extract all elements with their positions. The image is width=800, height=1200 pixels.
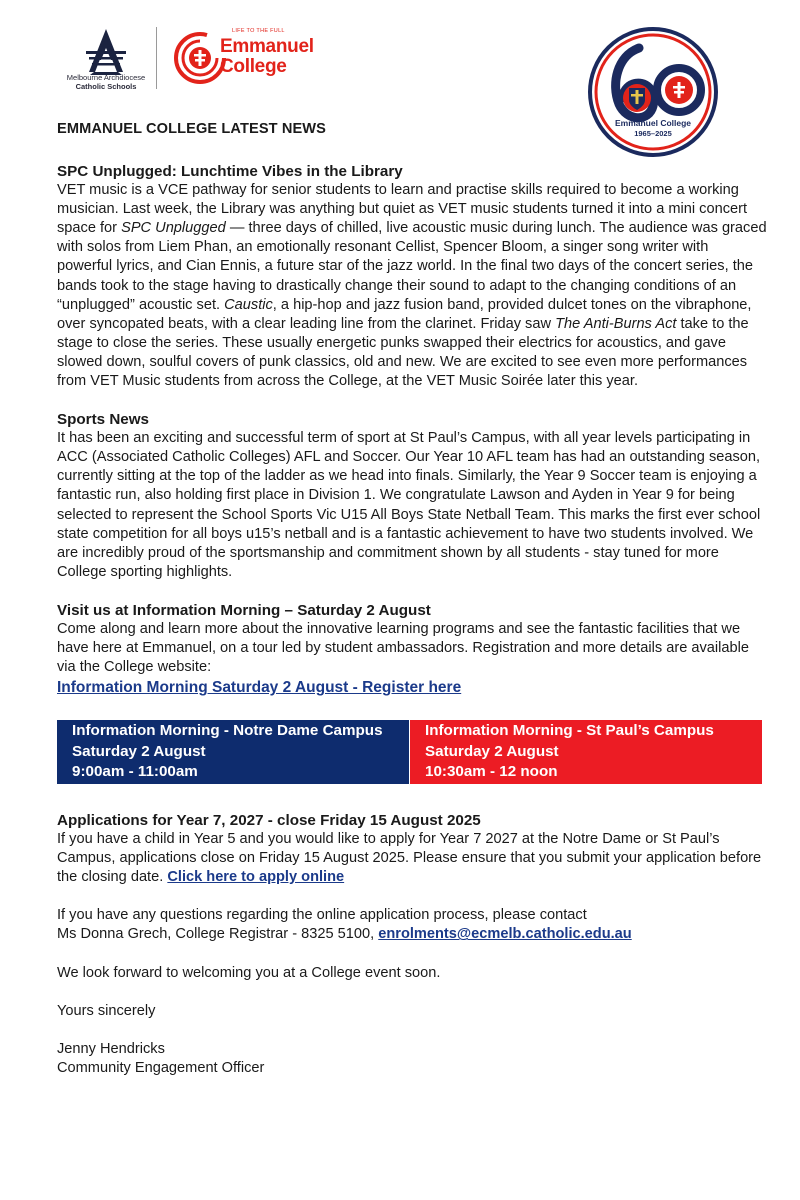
st-pauls-date: Saturday 2 August bbox=[425, 742, 559, 760]
spc-text-3: , a hip-hop and jazz fusion band, provided dulcet tones on the vibraphone, over syncopated beats, with a clear leading line from the clarinet. Friday saw bbox=[57, 296, 752, 332]
closing-signoff: Yours sincerely bbox=[57, 1002, 156, 1019]
notre-dame-campus-cell bbox=[57, 720, 410, 784]
anniversary-badge-name: Emmanuel College bbox=[614, 118, 692, 128]
applications-heading: Applications for Year 7, 2027 - close Friday 15 August 2025 bbox=[57, 812, 481, 830]
spc-text-4: take to the stage to close the series. These usually energetic punks swapped their electrics for acoustics, and gave slowed down, soulful covers of punk classics, old and new. We are excited to see even more performances from VET Music students from across the College, at the VET Music Soirée later this year. bbox=[57, 315, 749, 390]
macs-line-1: Melbourne Archdiocese bbox=[66, 73, 146, 82]
questions-line-1: If you have any questions regarding the online application process, please contact bbox=[57, 907, 587, 924]
campus-schedule-table bbox=[57, 720, 762, 784]
enrolments-email-link[interactable]: enrolments@ecmelb.catholic.edu.au bbox=[378, 926, 632, 943]
college-tagline: LIFE TO THE FULL bbox=[232, 28, 285, 34]
spc-text-1: VET music is a VCE pathway for senior students to learn and practise skills required to become a working musician. Last week, the Library was anything but quiet as VET music students turned it into a mini concert space for bbox=[57, 182, 748, 237]
macs-line-2: Catholic Schools bbox=[75, 82, 137, 91]
notre-dame-title: Information Morning - Notre Dame Campus bbox=[72, 722, 383, 740]
spc-unplugged-section bbox=[57, 162, 767, 391]
college-name-line-1: Emmanuel bbox=[220, 36, 314, 57]
spc-italic-title: SPC Unplugged bbox=[121, 220, 226, 237]
page-title: EMMANUEL COLLEGE LATEST NEWS bbox=[57, 121, 326, 137]
apply-online-link[interactable]: Click here to apply online bbox=[167, 869, 345, 886]
register-link[interactable]: Information Morning Saturday 2 August - Register here bbox=[57, 679, 462, 697]
anniversary-badge-years: 1965–2025 bbox=[634, 129, 672, 138]
questions-section bbox=[57, 906, 767, 944]
spc-unplugged-paragraph bbox=[57, 181, 767, 391]
information-morning-paragraph: Come along and learn more about the innovative learning programs and see the fantastic facilities that we have here at Emmanuel, on a tour led by student ambassadors. Registration and more details are available via the College website: bbox=[57, 620, 749, 676]
notre-dame-time: 9:00am - 11:00am bbox=[72, 763, 198, 781]
signatory-name: Jenny Hendricks bbox=[57, 1040, 165, 1057]
spc-italic-band-2: The Anti-Burns Act bbox=[555, 315, 677, 332]
spc-text-2: — three days of chilled, live acoustic music during lunch. The audience was graced with solos from Liem Phan, an emotionally resonant Cellist, Spencer Bloom, a singer song writer with powerful lyrics, and Cian Ennis, a future star of the jazz world. In the final two days of the concert series, the bands took to the stage having to drastically change their sound to adapt to the changing conditions of an “unplugged” acoustic set. bbox=[57, 220, 767, 313]
applications-text: If you have a child in Year 5 and you would like to apply for Year 7 2027 at the Notre Dame or St Paul’s Campus, applications close on Friday 15 August 2025. Please ensure that you submit your application before the closing date. bbox=[57, 831, 762, 886]
newsletter-body bbox=[57, 120, 767, 1078]
applications-section bbox=[57, 811, 767, 887]
registrar-contact: Ms Donna Grech, College Registrar - 8325 5100, bbox=[57, 926, 379, 943]
signature-block bbox=[57, 1040, 767, 1078]
signatory-title: Community Engagement Officer bbox=[57, 1059, 265, 1076]
sports-news-section bbox=[57, 410, 767, 582]
spc-italic-band-1: Caustic bbox=[224, 296, 273, 313]
logo-divider bbox=[156, 27, 157, 89]
sports-news-paragraph: It has been an exciting and successful term of sport at St Paul’s Campus, with all year levels participating in ACC (Associated Catholic Colleges) AFL and Soccer. Our Year 10 AFL team has had an outstanding season, currently sitting at the top of the ladder as we head into finals. Similarly, the Year 9 Soccer team is enjoying a fantastic run, also holding first place in Division 1. We congratulate Lawson and Ayden in Year 9 for being selected to represent the School Sports Vic U15 All Boys State Netball Team. This marks the first ever school state competition for all boys u15’s netball and is a fantastic achievement to have two students involved. We are incredibly proud of the sportsmanship and commitment shown by all students - stay tuned for more College sporting highlights. bbox=[57, 430, 761, 580]
college-name-line-2: College bbox=[220, 56, 287, 77]
information-morning-heading: Visit us at Information Morning – Saturday 2 August bbox=[57, 601, 431, 619]
questions-line-2 bbox=[57, 925, 767, 944]
st-pauls-campus-cell bbox=[410, 720, 762, 784]
macs-wordmark bbox=[56, 73, 156, 91]
spc-unplugged-heading: SPC Unplugged: Lunchtime Vibes in the Library bbox=[57, 163, 403, 181]
st-pauls-title: Information Morning - St Paul’s Campus bbox=[425, 722, 714, 740]
notre-dame-date: Saturday 2 August bbox=[72, 742, 206, 760]
applications-paragraph bbox=[57, 830, 767, 887]
st-pauls-time: 10:30am - 12 noon bbox=[425, 763, 558, 781]
closing-welcome: We look forward to welcoming you at a College event soon. bbox=[57, 964, 441, 981]
sports-news-heading: Sports News bbox=[57, 411, 149, 429]
information-morning-section bbox=[57, 601, 767, 784]
